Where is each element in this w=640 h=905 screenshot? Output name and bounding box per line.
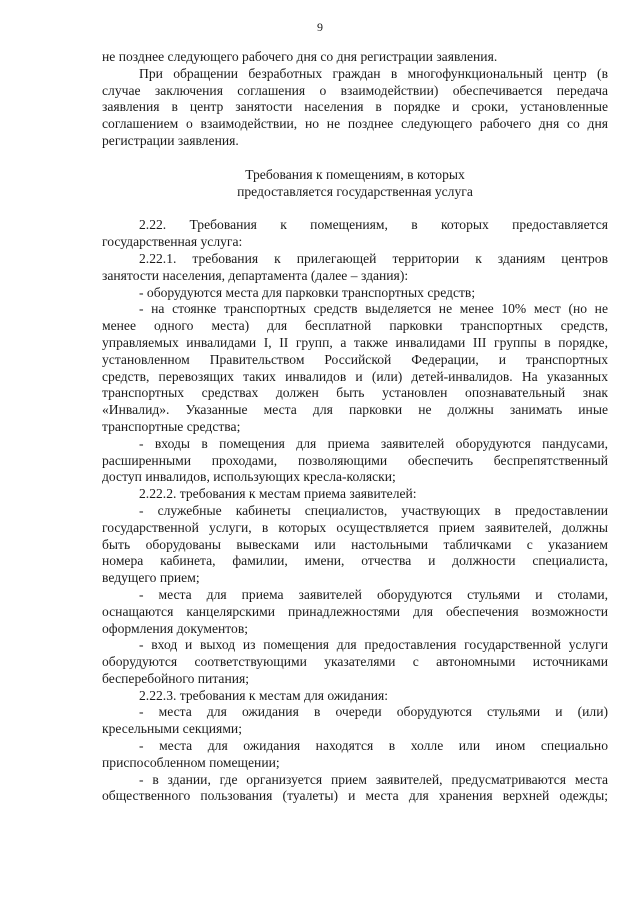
list-item: - вход и выход из помещения для предоставления государственной услуги <box>139 637 608 653</box>
document-body <box>102 49 608 805</box>
text-line: 2.22.1. требования к прилегающей территории к зданиям центров <box>139 250 608 266</box>
text-line: транспортные средства; <box>102 418 241 434</box>
text-line: транспортных средствах должен быть установлен опознавательный знак <box>102 385 608 401</box>
text-line: расширенными проходами, позволяющими обеспечить беспрепятственный <box>102 452 608 468</box>
text-line: оформления документов; <box>102 620 249 636</box>
text-line: «Инвалид». Указанные места для парковки не должны занимать иные <box>102 402 608 418</box>
text-line: управляемых инвалидами I, II групп, а также инвалидами III группы в порядке, <box>102 334 608 350</box>
text-line: установленном Правительством Российской Федерации, и транспортных <box>102 351 608 367</box>
list-item: - места для ожидания в очереди оборудуются стульями и (или) <box>139 704 608 720</box>
text-line: случае заключения соглашения о взаимодействии) обеспечивается передача <box>102 82 608 98</box>
text-line: оборудуются соответствующими указателями с автономными источниками <box>102 654 608 670</box>
text-line: доступ инвалидов, использующих кресла-коляски; <box>102 469 396 485</box>
text-line: оснащаются канцелярскими принадлежностями для обеспечения возможности <box>102 603 608 619</box>
text-line: общественного пользования (туалеты) и места для хранения верхней одежды; <box>102 788 608 804</box>
section-heading: Требования к помещениям, в которых <box>245 166 465 182</box>
text-line: менее одного места) для бесплатной парковки транспортных средств, <box>102 318 608 334</box>
text-line: 2.22.2. требования к местам приема заявителей: <box>139 486 417 502</box>
text-line: При обращении безработных граждан в многофункциональный центр (в <box>139 65 608 81</box>
text-line: занятости населения, департамента (далее – здания): <box>102 267 409 283</box>
text-line: заявления в центр занятости населения в порядке и сроки, установленные <box>102 99 608 115</box>
text-line: номера кабинета, фамилии, имени, отчества и должности специалиста, <box>102 553 608 569</box>
text-line: регистрации заявления. <box>102 132 239 148</box>
section-heading: предоставляется государственная услуга <box>237 183 473 199</box>
text-line: государственной услуги, в которых осуществляется прием заявителей, должны <box>102 519 608 535</box>
text-line: средств, перевозящих таких инвалидов и (или) детей-инвалидов. На указанных <box>102 368 608 384</box>
text-line: ведущего прием; <box>102 570 200 586</box>
text-line: бесперебойного питания; <box>102 670 250 686</box>
text-line: не позднее следующего рабочего дня со дня регистрации заявления. <box>102 49 498 64</box>
text-line: 2.22. Требования к помещениям, в которых предоставляется <box>139 217 608 233</box>
list-item: - оборудуются места для парковки транспортных средств; <box>139 284 476 300</box>
text-line: 2.22.3. требования к местам для ожидания: <box>139 687 389 703</box>
list-item: - в здании, где организуется прием заявителей, предусматриваются места <box>139 771 608 787</box>
text-line: кресельными секциями; <box>102 721 242 737</box>
text-line: приспособленном помещении; <box>102 754 280 770</box>
text-line: государственная услуга: <box>102 234 243 250</box>
text-line: быть оборудованы вывесками или настольными табличками с указанием <box>102 536 608 552</box>
list-item: - места для ожидания находятся в холле или ином специально <box>139 738 608 754</box>
text-line: соглашением о взаимодействии, но не позднее следующего рабочего дня со дня <box>102 116 608 132</box>
list-item: - места для приема заявителей оборудуются стульями и столами, <box>139 586 608 602</box>
list-item: - служебные кабинеты специалистов, участвующих в предоставлении <box>139 502 608 518</box>
page-number: 9 <box>317 20 323 34</box>
list-item: - на стоянке транспортных средств выделяется не менее 10% мест (но не <box>139 301 608 317</box>
list-item: - входы в помещения для приема заявителей оборудуются пандусами, <box>139 435 608 451</box>
